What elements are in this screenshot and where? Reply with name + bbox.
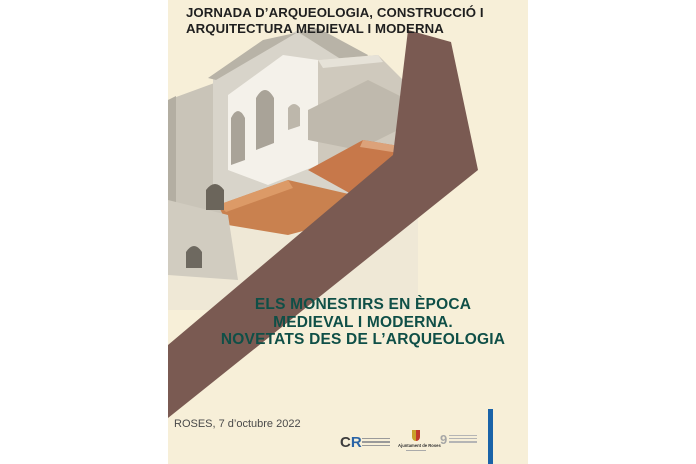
title-line-1: ELS MONESTIRS EN ÈPOCA (254, 296, 472, 313)
header-line-2: ARQUITECTURA MEDIEVAL I MODERNA (186, 21, 444, 36)
monastery-illustration (168, 0, 528, 464)
ajuntament-logo (398, 430, 441, 451)
cr-logo-c: C (340, 434, 351, 451)
institution-mark: 9 (440, 432, 448, 447)
lower-arch (186, 246, 202, 268)
event-header (186, 5, 516, 37)
poster-title (208, 296, 518, 349)
sponsor-logos (340, 430, 480, 460)
event-date: ROSES, 7 d’octubre 2022 (174, 418, 301, 430)
accent-bar (488, 409, 493, 464)
cr-logo-r: R (350, 434, 362, 451)
doorway (206, 184, 224, 210)
ajuntament-name: Ajuntament de Roses (398, 443, 441, 448)
cr-logo-text (362, 438, 390, 448)
title-line-3: NOVETATS DES DE L’ARQUEOLOGIA (220, 331, 506, 348)
event-poster (168, 0, 528, 464)
arch-right (256, 90, 274, 150)
cr-logo (340, 434, 362, 451)
shield-icon (412, 430, 420, 441)
arch-left (231, 111, 245, 165)
header-line-1: JORNADA D’ARQUEOLOGIA, CONSTRUCCIÓ I (186, 5, 484, 20)
arch-small (288, 104, 300, 130)
title-line-2: MEDIEVAL I MODERNA. (273, 313, 453, 331)
